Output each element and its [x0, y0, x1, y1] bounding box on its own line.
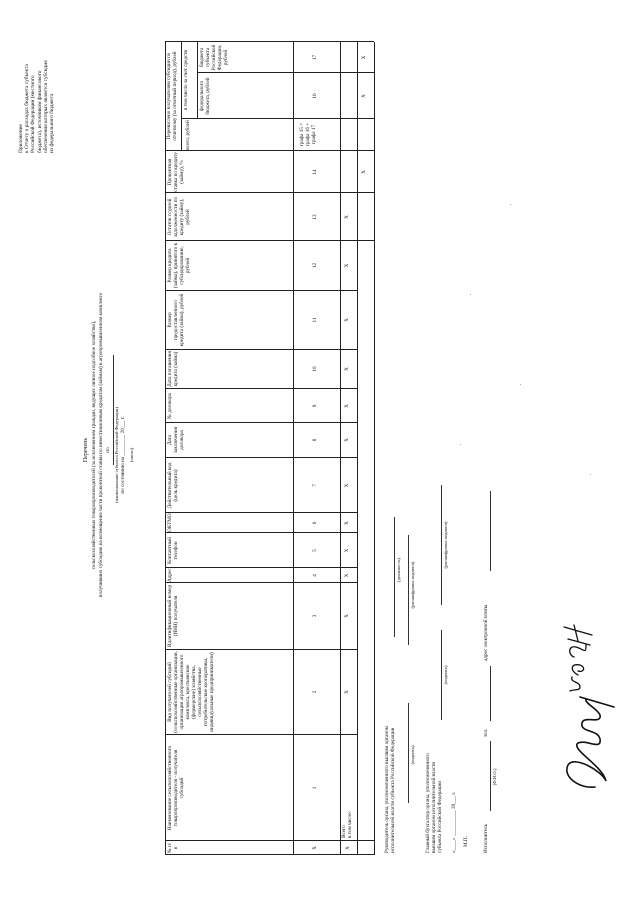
col-num-13: 13 [312, 214, 318, 220]
caption-fio: (Ф.И.О.) [492, 768, 497, 786]
title-line-1: сельскохозяйственных товаропроизводителей (за исключением граждан, ведущих личное подсобное хозяйство), [91, 320, 97, 570]
phone-label: тел. [483, 728, 489, 737]
title-heading: Перечень [83, 437, 89, 463]
row-x-cell: X [344, 690, 350, 694]
row-x-cell: X [344, 614, 350, 618]
row-x-cell: X [344, 404, 350, 408]
total-cell: X [361, 94, 367, 98]
header-regional: бюджета субъекта Российской Федерации, рублей [199, 44, 229, 71]
row-x-cell: X [344, 438, 350, 442]
header-col-8: Действительный код (цель кредита) [167, 462, 179, 509]
col-num-5: 5 [312, 549, 318, 552]
header-col-16-group: Перечислено получателям субсидии по отчетному (за отчетный период), рублей [166, 51, 178, 141]
executor-label: Исполнитель [483, 823, 489, 853]
accountant-label: Главный бухгалтер органа, уполномоченного высшим органом исполнительной власти субъекта Российской Федерации [425, 753, 443, 853]
col-num-2: 2 [312, 690, 318, 694]
header-col-9: Дата заключения договора [167, 427, 185, 453]
header-col-15: Процентная ставка по кредиту (займу), % [167, 152, 185, 192]
col-num-1: 1 [312, 786, 318, 790]
total-label: Всего в том числе: [341, 810, 353, 838]
col-num-6: 6 [312, 521, 318, 525]
head-label: Руководитель органа, уполномоченного высшим органом исполнительной власти субъекта Российской Федерации [384, 726, 396, 853]
row-x-cell: X [344, 215, 350, 219]
header-col-10: № договора [167, 393, 173, 419]
total-cell: X [361, 55, 367, 60]
row-x-cell: X [344, 548, 350, 553]
col-num-14: 14 [312, 169, 318, 175]
appendix-note: Приложение к Отчету о расходах бюджета субъекта Российской Федерации (местного бюджета), источником финансового обеспечения которых является субсидия из федерального бюджета [18, 60, 56, 153]
email-label: адрес электронной почты [483, 604, 489, 661]
col-num-10: 10 [312, 366, 318, 372]
caption-signature: (подпись) [410, 745, 415, 765]
accountant-caption-name: (расшифровка подписи) [443, 521, 448, 569]
date-line: «____» __________ 20___ г. [451, 791, 457, 853]
caption-name: (расшифровка подписи) [410, 561, 415, 609]
total-cell: X [361, 170, 367, 174]
row-x-cell: X [344, 367, 350, 371]
header-col-4: Идентификационный номер (ИНН) получателя [167, 584, 179, 648]
header-total: всего, рублей [185, 120, 191, 150]
col-num-4: 4 [312, 574, 318, 577]
stamp-label: М.П. [463, 836, 469, 847]
header-col-2: Наименование сельскохозяйственного товаропроизводителя - получателя субсидий [167, 745, 185, 831]
header-col-14: Остаток ссудной задолженности по кредиту (займу), рублей [167, 196, 191, 238]
col-num-17: 17 [312, 54, 318, 61]
total-row-mark: X [345, 846, 351, 850]
col-num-12: 12 [312, 262, 318, 269]
row-x-cell: X [344, 483, 350, 488]
col-num-3: 3 [312, 614, 318, 618]
row-x-cell: X [344, 263, 350, 268]
col-num-11: 11 [312, 317, 318, 323]
col-num-15: графа 15 = графа 16 + графа 17 [299, 122, 317, 147]
title-line-3: по [105, 447, 111, 453]
title-line-2: получивших субсидию на возмещение части процентной ставки по инвестиционным кредитам (займам) в агропромышленном комплексе [98, 292, 104, 598]
header-col-1: № п/п [167, 842, 179, 854]
header-col-5: Адрес [167, 568, 173, 582]
title-line-4: по состоянию на ________ 20___ г. [120, 416, 126, 494]
accountant-caption-sig: (подпись) [443, 665, 448, 685]
header-col-7: ОКТМО [167, 513, 173, 532]
handwritten-signature [540, 605, 620, 795]
row-x-cell: X [344, 573, 350, 578]
caption-position: (должность) [396, 557, 401, 583]
col-num-8: 8 [312, 438, 318, 442]
col-num-7: 7 [312, 484, 318, 487]
row-x-cell: X [344, 318, 350, 322]
row-x-mark: X [312, 846, 318, 850]
header-federal: федерального бюджета, рублей [199, 77, 211, 115]
title-line-3-caption: (наименование субъекта Российской Федерации) [114, 407, 119, 503]
header-incl: в том числе за счет средств [183, 50, 189, 111]
header-col-13: Размер кредита (займа), принятого к субсидированию, рублей [167, 242, 191, 289]
row-x-cell: X [344, 521, 350, 525]
col-num-16: 16 [312, 93, 318, 99]
title-line-4-caption: (число) [129, 447, 134, 463]
col-num-9: 9 [312, 404, 318, 408]
header-col-11: Дата погашения кредита (займа) [167, 351, 179, 387]
header-col-12: Размер предоставленного кредита (займа), рублей [167, 293, 185, 347]
header-col-6: Контактный телефон [167, 537, 179, 564]
header-col-3: Вид получателей субсидий (сельскохозяйственные организации, организации агропромышленного комплекса, крестьянские (фермерские) хозяйства, сельскохозяйственные потребительские кооперативы, индивидуальные предприниматели) [167, 651, 215, 733]
